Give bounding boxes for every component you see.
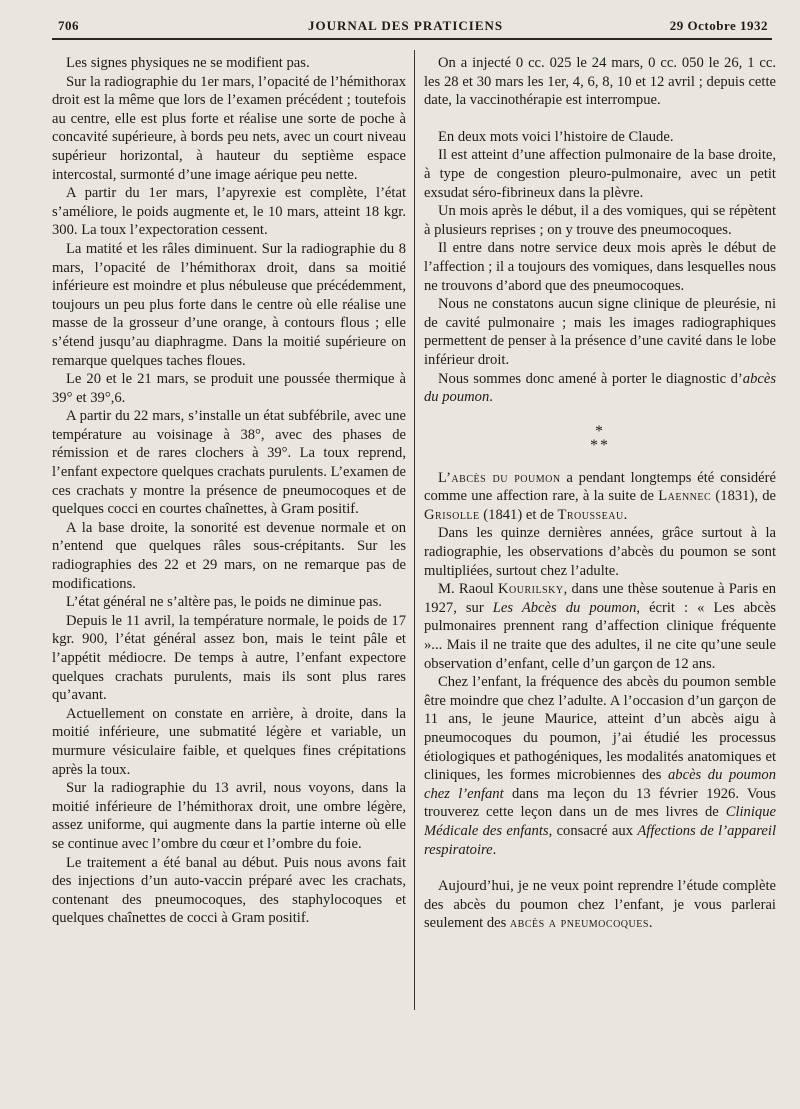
paragraph: Il entre dans notre service deux mois après le début de l’affection ; il a toujours des vomiques, dans lesquelles nous ne trouvons d’abord que des pneumocoques. [424,240,776,294]
text-run: . [648,915,653,932]
paragraph: Sur la radiographie du 1er mars, l’opacité de l’hémithorax droit est la même que lors de l’examen précédent ; toutefois au centre, elle est plus forte et réalise une sorte de poche à concavité supérieure, à bords peu nets, avec un court niveau supérieur horizontal, à hauteur du septième espace intercostal, surmonté d’une image aérique peu nette. [52,73,406,183]
text-run: . [489,389,493,406]
asterism-top: * [595,422,605,440]
emphasis: abcès du poumon chez l’enfant [424,767,776,802]
left-column [52,54,406,928]
emphasis: Clinique Médicale des enfants [424,804,776,839]
paragraph [424,580,776,673]
paragraph: Dans les quinze dernières années, grâce surtout à la radiographie, les observations d’abcès du poumon se sont multipliées, surtout chez l’adulte. [424,525,776,579]
emphasis: Les Abcès du poumon [492,599,637,616]
small-caps-run: Kourilsky [497,581,564,598]
paragraph: On a injecté 0 cc. 025 le 24 mars, 0 cc. 050 le 26, 1 cc. les 28 et 30 mars les 1er, 4, 6, 8, 10 et 12 avril ; depuis cette date, la vaccinothérapie est interrompue. [424,55,776,109]
paragraph: Les signes physiques ne se modifient pas. [66,55,310,71]
text-run: (1831), de [711,488,776,505]
text-run: , écrit : « Les abcès pulmonaires prennent rang d’affection clinique fréquente »... Mais il ne traite que des adultes, il ne cite qu’une seule observation d’enfant, celle d’un garçon de 12 ans. [424,599,776,672]
text-run: Chez l’enfant, la fréquence des abcès du poumon semble être moindre que chez l’adulte. A l’occasion d’un garçon de 11 ans, le jeune Maurice, atteint d’un abcès aigu à pneumocoques du poumon, j’ai étudié les processus étiologiques et pathogéniques, les modalités anatomiques et cliniques, les formes microbiennes des [424,674,776,784]
text-run: M. Raoul [438,581,498,598]
small-caps-run: Grisolle [424,506,480,523]
paragraph [424,469,776,525]
text-run: Aujourd’hui, je ne veux point reprendre l’étude complète des abcès du poumon chez l’enfant, je vous parlerai seulement des [424,878,776,932]
small-caps-run: abcès a pneumocoques [509,915,649,932]
text-run: a pendant longtemps été considéré comme une affection rare, à la suite de [424,469,776,505]
page-header [58,14,768,40]
paragraph: La matité et les râles diminuent. Sur la radiographie du 8 mars, l’opacité de l’hémithorax droit, dans sa moitié inférieure est moindre et plus nébuleuse que précédemment, toujours un peu plus forte dans le centre où elle réalise une masse de la grosseur d’une orange, à contours flous ; elle s’étend jusqu’au diaphragme. Dans la moitié supérieure on remarque quelques taches floues. [52,240,406,369]
text-run: . [492,841,497,858]
emphasis: abcès du poumon [424,370,776,406]
column-divider [414,50,415,1010]
section-asterism [424,422,776,454]
paragraph [424,370,776,407]
journal-title: JOURNAL DES PRATICIENS [308,18,504,33]
small-caps-run: Trousseau [557,506,624,523]
text-run: Nous sommes donc amené à porter le diagnostic d’ [438,370,743,387]
right-column [424,54,776,933]
paragraph [424,877,776,933]
text-run: , dans une thèse soutenue à Paris en 1927, sur [424,581,777,616]
text-run: (1841) et de [479,506,558,523]
text-run: , consacré aux [548,822,638,839]
paragraph: L’état général ne s’altère pas, le poids ne diminue pas. [66,594,382,611]
small-caps-run: Laennec [658,488,712,505]
paragraph: A partir du 22 mars, s’installe un état subfébrile, avec une température au voisinage à 38°, avec des phases de rémission et de rares clochers à 39°. La toux reprend, l’enfant expectore quelques crachats purulents. L’examen de ces crachats y montre la présence de pneumocoques et de quelques cocci en courtes chaînettes, à Gram positif. [52,408,406,518]
paragraph: Depuis le 11 avril, la température normale, le poids de 17 kgr. 900, l’état général assez bon, mais le teint pâle et l’appétit médiocre. De temps à autre, l’enfant expectore quelques crachats purulents, mais ils sont plus rares qu’avant. [52,612,406,704]
paragraph: Nous ne constatons aucun signe clinique de pleurésie, ni de cavité pulmonaire ; mais les images radiographiques permettent de penser à la présence d’une cavité dans le lobe inférieur droit. [424,296,776,368]
emphasis: Affections de l’appareil respiratoire [424,822,776,858]
issue-date: 29 Octobre 1932 [669,18,768,33]
paragraph: Il est atteint d’une affection pulmonaire de la base droite, à type de congestion pleuro-pulmonaire, avec un petit exsudat séro-fibrineux dans la plèvre. [424,147,776,201]
paragraph: Un mois après le début, il a des vomiques, qui se répètent à plusieurs reprises ; on y trouve des pneumocoques. [424,203,776,238]
paragraph: A la base droite, la sonorité est devenue normale et on n’entend que quelques râles sous-crépitants. Sur les radiographies des 22 et 29 mars, on ne remarque pas de modifications. [52,519,406,592]
paragraph [424,673,776,859]
header-rule [52,38,772,40]
paragraph: Sur la radiographie du 13 avril, nous voyons, dans la moitié inférieure de l’hémithorax droit, une ombre légère, assez uniforme, qui augmente dans la partie interne où elle se continue avec l’ombre du cœur et l’ombre du foie. [52,780,406,852]
text-run: . [623,506,628,523]
paragraph: A partir du 1er mars, l’apyrexie est complète, l’état s’améliore, le poids augmente et, le 10 mars, atteint 18 kgr. 300. La toux l’expectoration cessent. [52,185,406,239]
asterism-bottom: ** [590,436,610,454]
paragraph: Actuellement on constate en arrière, à droite, dans la moitié inférieure, une submatité légère et variable, un murmure vésiculaire faible, et quelques fines crépitations après la toux. [52,705,406,778]
page-number: 706 [58,18,79,33]
small-caps-run: L’abcès du poumon [438,469,561,486]
text-run: dans ma leçon du 13 février 1926. Vous trouverez cette leçon dans un de mes livres de [424,785,776,821]
paragraph: Le traitement a été banal au début. Puis nous avons fait des injections d’un auto-vaccin préparé avec les crachats, contenant des pneumocoques, des staphylocoques et quelques chaînettes de cocci à Gram positif. [52,854,406,927]
paragraph: En deux mots voici l’histoire de Claude. [438,128,674,145]
paragraph: Le 20 et le 21 mars, se produit une poussée thermique à 39° et 39°,6. [52,371,406,406]
